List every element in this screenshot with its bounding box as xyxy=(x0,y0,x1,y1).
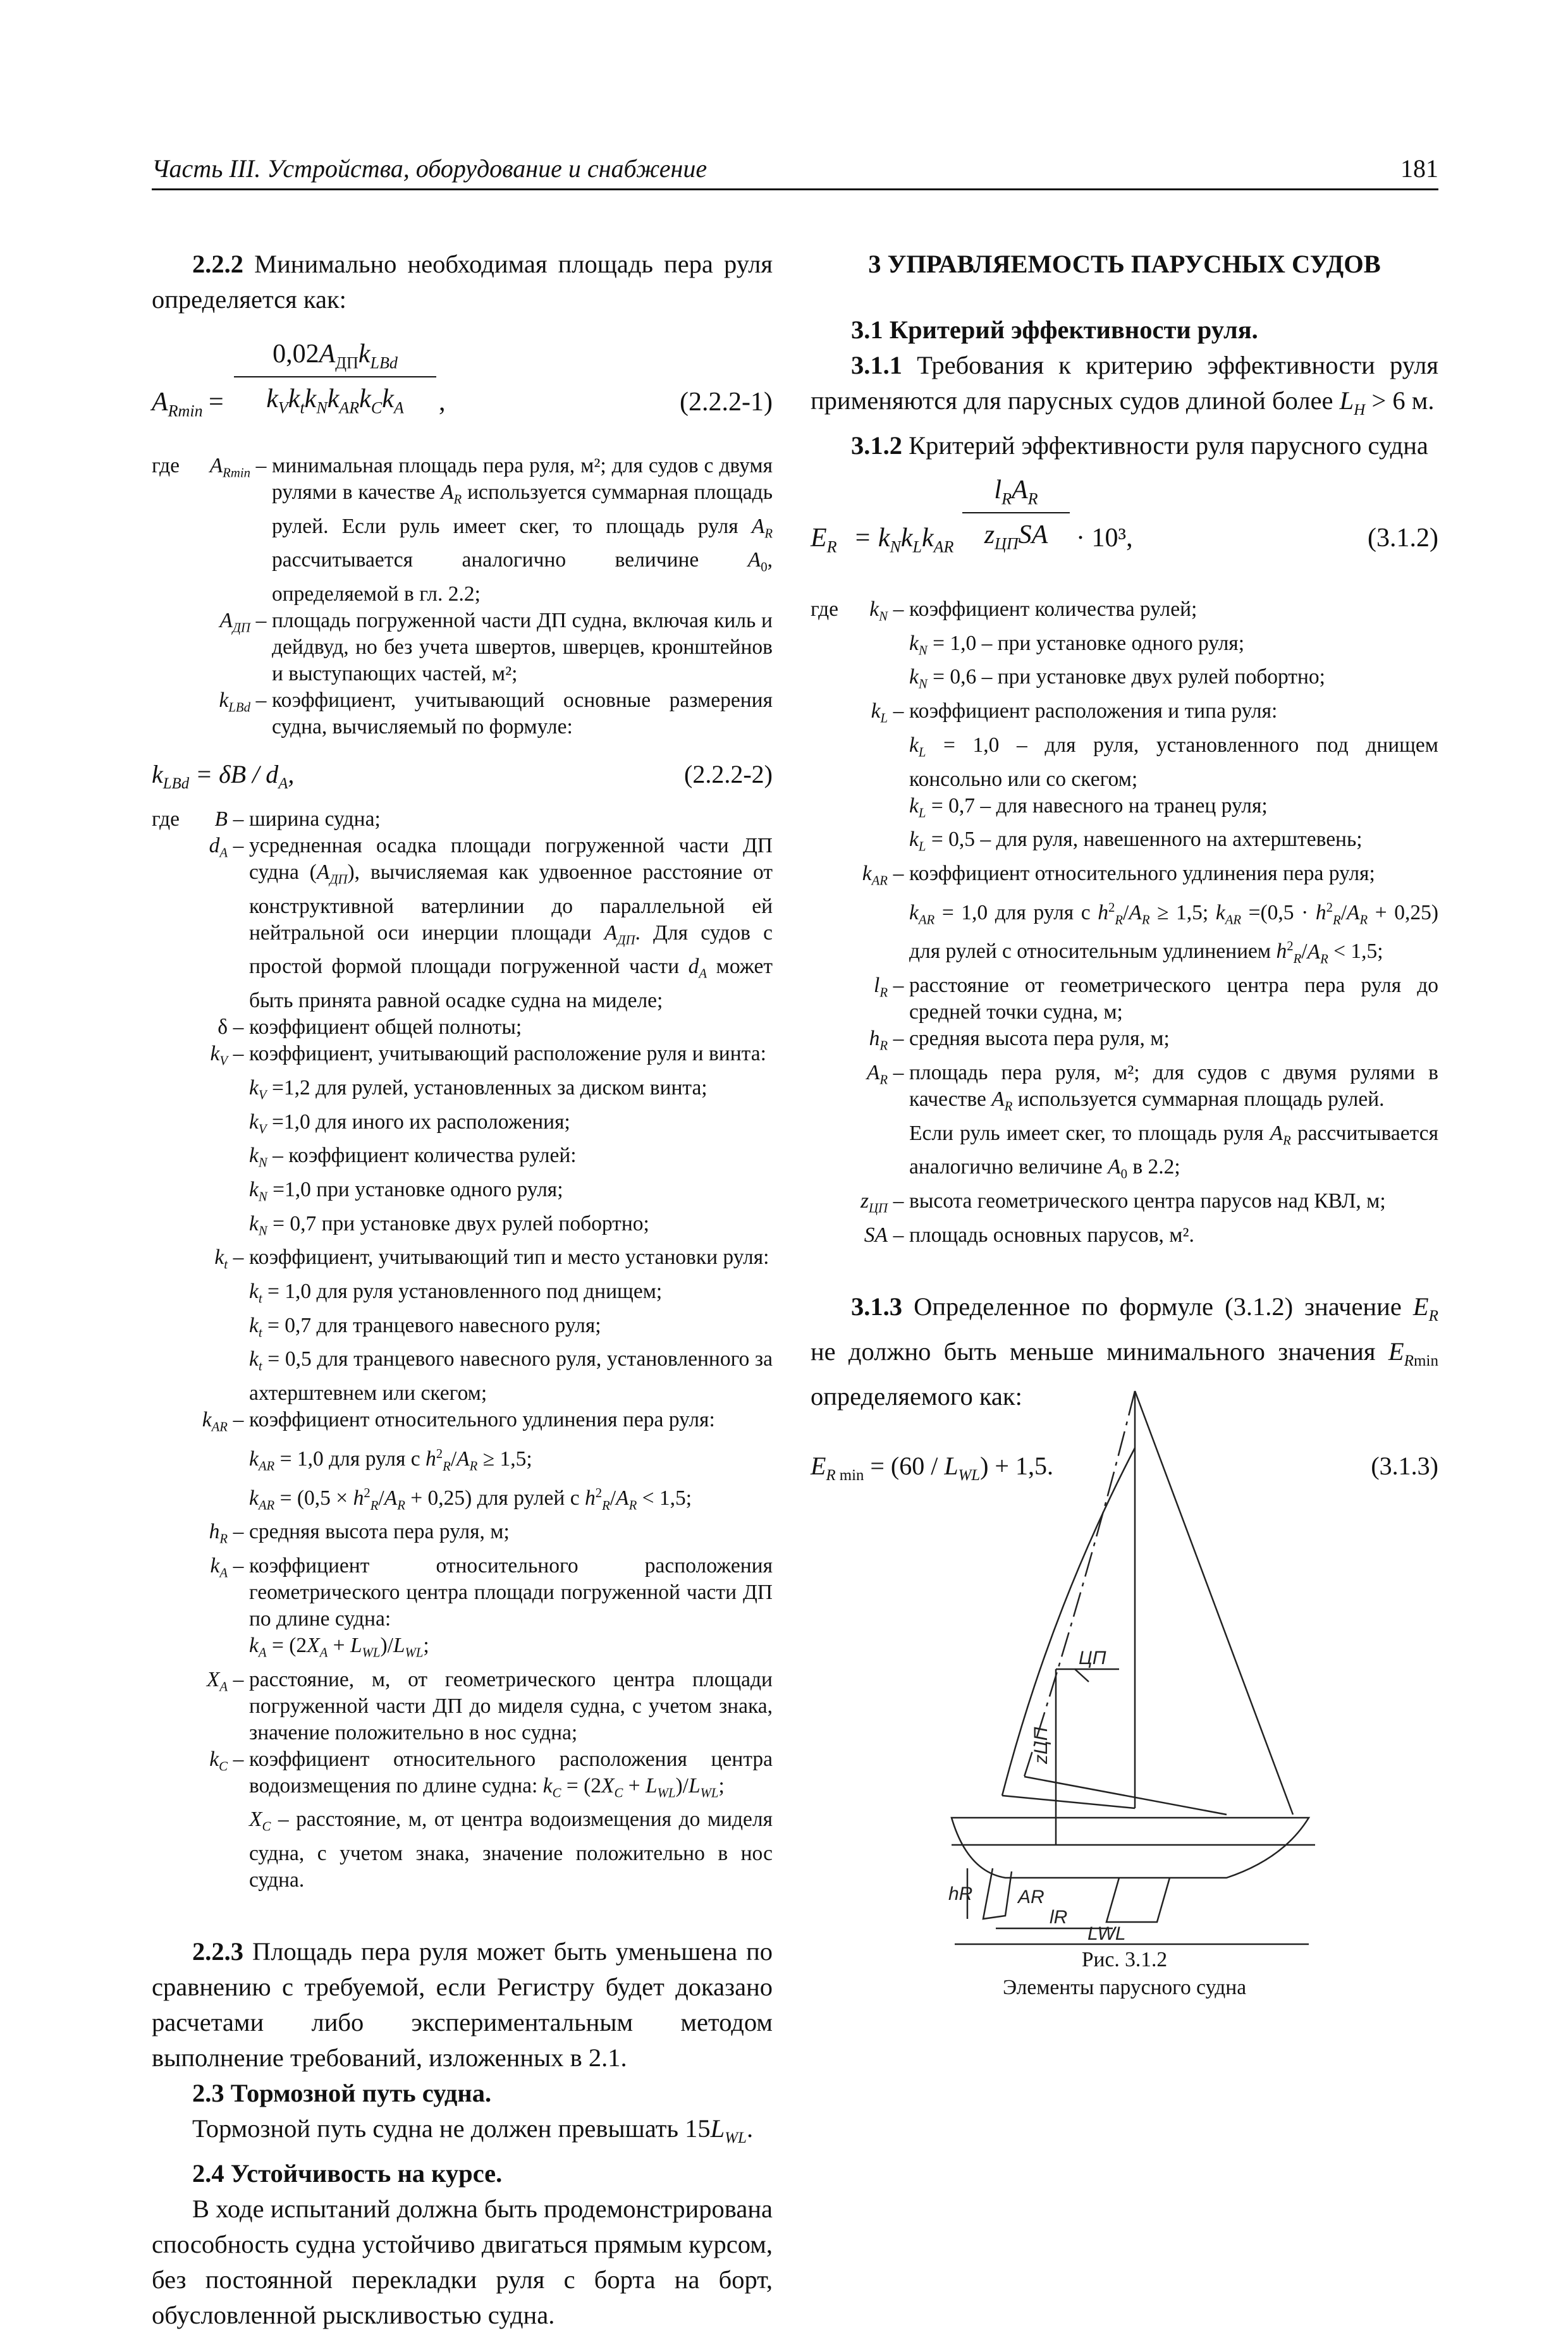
formula-number: (2.2.2-1) xyxy=(680,388,773,417)
clause-text: Площадь пера руля может быть уменьшена по сравнению с требуемой, если Регистру будет доказано расчетами либо экспериментальным методом выполнение требований, изложенных в 2.1. xyxy=(152,1937,773,2073)
label-lr: lR xyxy=(1050,1907,1068,1928)
definition-item: $k_{AR}$ – коэффициент относительного удлинения пера руля: xyxy=(202,1408,715,1435)
definition-item: $k_{LBd}$ – коэффициент, учитывающий основные размерения судна, вычисляемый по формуле: xyxy=(219,689,773,739)
fraction-numerator: $0,02A_{ДП}k_{LBd}$ xyxy=(234,339,436,377)
fraction-denominator: $k_Vk_tk_Nk_{AR}k_Ck_A$ xyxy=(266,384,404,417)
definition-item: $k_{AR} = 1,0$ для руля с $h^2_R/A_R \ge 1,5$; xyxy=(249,1446,532,1474)
definition-item: $k_C$ – коэффициент относительного расположения центра водоизмещения по длине судна: $k_C = (2X_C + L_{WL})/L_{WL}$; xyxy=(209,1747,773,1801)
heading-2-3: 2.3 Тормозной путь судна. xyxy=(192,2079,492,2108)
definition-item: где $A_{Rmin}$ – минимальная площадь пера руля, м²; для судов с двумя рулями в качестве $A_R$ используется суммарная площадь рулей. Если руль имеет скег, то площадь руля $A_R$ рассчитывается аналогично величине $A_0$, определяемой в гл. 2.2; xyxy=(152,454,773,606)
definition-item: $A_{ДП}$ – площадь погруженной части ДП судна, включая киль и дейдвуд, но без учета швертов, шверцев, кронштейнов и выступающих частей, м²; xyxy=(219,609,773,686)
definition-item: $h_R$ – средняя высота пера руля, м; xyxy=(209,1520,510,1547)
formula-coefficients: = $k_Nk_Lk_{AR}$ xyxy=(854,524,954,556)
formula-number: (3.1.3) xyxy=(1371,1451,1438,1480)
definition-item: $k_N =1,0$ при установке одного руля; xyxy=(249,1177,563,1204)
definition-item: $k_N = 0,7$ при установке двух рулей побортно; xyxy=(249,1211,649,1239)
definition-item: $k_N$ – коэффициент количества рулей: xyxy=(249,1144,577,1170)
right-column xyxy=(811,247,1438,1489)
definition-item: $k_V =1,2$ для рулей, установленных за диском винта; xyxy=(249,1075,707,1103)
section-title: 3 УПРАВЛЯЕМОСТЬ ПАРУСНЫХ СУДОВ xyxy=(868,250,1381,278)
label-z-cp: zЦП xyxy=(1031,1727,1051,1764)
fraction-numerator: $l_RA_R$ xyxy=(962,475,1070,513)
definition-item: $k_V$ – коэффициент, учитывающий расположение руля и винта: xyxy=(210,1042,766,1069)
definition-item: $X_C$ – расстояние, м, от центра водоизмещения до миделя судна, с учетом знака, значение положительно в нос судна. xyxy=(249,1808,773,1892)
definition-item: $l_R$ – расстояние от геометрического центра пера руля до средней точки судна, м; xyxy=(874,974,1438,1024)
definition-item: $k_N = 1,0$ – при установке одного руля; xyxy=(909,631,1245,658)
definitions-2 xyxy=(152,806,773,1894)
definition-item: где B – ширина судна; xyxy=(152,807,381,831)
definition-item: $k_t = 1,0$ для руля установленного под днищем; xyxy=(249,1279,663,1306)
definition-item: где $k_N$ – коэффициент количества рулей; xyxy=(811,597,1197,624)
formula-number: (2.2.2-2) xyxy=(684,760,773,789)
definition-item: $k_A = (2X_A + L_{WL})/L_{WL}$; xyxy=(249,1634,429,1660)
jib-foot xyxy=(1024,1777,1227,1815)
heading-2-4: 2.4 Устойчивость на курсе. xyxy=(192,2159,503,2188)
definition-item: $X_A$ – расстояние, м, от геометрического центра площади погруженной части ДП до миделя судна, с учетом знака, значение положительно в нос судна; xyxy=(206,1667,773,1744)
definition-item: $k_L = 0,7$ – для навесного на транец руля; xyxy=(909,793,1268,821)
clause-number: 2.2.2 xyxy=(192,250,243,278)
paragraph-2-2-2 xyxy=(152,247,773,317)
paragraph-2-3: Тормозной путь судна не должен превышать $15L_{WL}$. xyxy=(192,2114,754,2147)
definition-item: SA – площадь основных парусов, м². xyxy=(864,1223,1194,1247)
formula-comma: , xyxy=(439,388,446,417)
definition-item: $d_A$ – усредненная осадка площади погруженной части ДП судна $(A_{ДП})$, вычисляемая как удвоенное расстояние от конструктивной ватерлинии до параллельной ей нейтральной оси инерции площади $A_{ДП}$. Для судов с простой формой площади погруженной части $d_A$ может быть принята равной осадке судна на миделе; xyxy=(209,834,773,1013)
hull-outline xyxy=(952,1818,1309,1878)
left-column xyxy=(152,247,773,2333)
page-header xyxy=(152,150,1438,190)
formula-expression: $E_R$ $_{min} = (60 / L_{WL}) + 1,5$. xyxy=(811,1451,1053,1484)
jib-outline xyxy=(1024,1391,1135,1777)
definition-item: $k_L = 0,5$ – для руля, навешенного на ахтерштевень; xyxy=(909,828,1363,854)
label-cp: ЦП xyxy=(1079,1648,1106,1669)
paragraph-3-1-3: 3.1.3 Определенное по формуле (3.1.2) значение $E_R$ не должно быть меньше минимального значения $E_{Rmin}$ определяемого как: xyxy=(811,1292,1438,1411)
definition-item: $k_N = 0,6$ – при установке двух рулей побортно; xyxy=(909,665,1325,692)
label-hr: hR xyxy=(948,1883,973,1904)
definition-item: $k_L = 1,0$ – для руля, установленного под днищем консольно или со скегом; xyxy=(909,733,1438,791)
label-lwl: LWL xyxy=(1087,1923,1126,1944)
paragraph-2-4: В ходе испытаний должна быть продемонстрирована способность судна устойчиво двигаться прямым курсом, без постоянной перекладки руля с борта на борт, обусловленной рыскливостью судна. xyxy=(152,2195,773,2330)
formula-lhs: $E_R$ xyxy=(811,524,837,556)
figure-caption-number: Рис. 3.1.2 xyxy=(1081,1948,1168,1971)
cp-leader xyxy=(1056,1669,1089,1682)
paragraph-3-1-1: 3.1.1 Требования к критерию эффективности руля применяются для парусных судов длиной более $L_H > 6$ м. xyxy=(811,351,1439,419)
clause-text: Минимально необходимая площадь пера руля определяется как: xyxy=(152,250,773,314)
fraction-denominator: $z_{ЦП}SA$ xyxy=(984,520,1048,553)
keel-outline xyxy=(1106,1878,1170,1922)
formula-number: (3.1.2) xyxy=(1368,524,1438,553)
paragraph-3-1-2: 3.1.2 Критерий эффективности руля парусного судна xyxy=(851,431,1428,460)
definition-item: Если руль имеет скег, то площадь руля $A_R$ рассчитывается аналогично величине $A_0$ в 2.2; xyxy=(909,1121,1438,1182)
heading-3-1: 3.1 Критерий эффективности руля. xyxy=(851,315,1258,344)
mainsail-leech xyxy=(1002,1448,1135,1796)
definition-item: $k_V =1,0$ для иного их расположения; xyxy=(249,1110,570,1137)
formula-fraction xyxy=(234,339,436,418)
definition-item: $k_L$ – коэффициент расположения и типа руля: xyxy=(871,699,1278,726)
figure-caption-text: Элементы парусного судна xyxy=(1002,1976,1247,1999)
definition-item: $z_{ЦП}$ – высота геометрического центра парусов над КВЛ, м; xyxy=(860,1189,1386,1216)
formula-fraction xyxy=(962,475,1070,554)
equals-sign: = xyxy=(209,388,224,417)
formula-2-2-2-2 xyxy=(152,753,773,797)
definition-item: $k_{AR}$ – коэффициент относительного удлинения пера руля; xyxy=(862,861,1375,888)
definition-item: $k_t$ – коэффициент, учитывающий тип и место установки руля: xyxy=(214,1246,769,1272)
formula-2-2-2-1 xyxy=(152,339,773,453)
definitions-1 xyxy=(152,453,773,740)
definitions-3 xyxy=(811,596,1438,1249)
formula-tail: · 10³, xyxy=(1076,524,1133,553)
clause-number: 2.2.3 xyxy=(192,1937,243,1966)
formula-expression: $k_{LBd} = \delta B / d_A$, xyxy=(152,760,295,793)
definition-item: $A_R$ – площадь пера руля, м²; для судов с двумя рулями в качестве $A_R$ используется суммарная площадь рулей. xyxy=(866,1060,1438,1114)
definition-item: $k_t = 0,5$ для транцевого навесного руля, установленного за ахтерштевнем или скегом; xyxy=(249,1347,773,1405)
definition-item: δ – коэффициент общей полноты; xyxy=(217,1015,522,1039)
formula-3-1-2 xyxy=(811,475,1438,589)
forestay-line xyxy=(1135,1391,1293,1815)
yacht-elements-figure xyxy=(929,1372,1334,1944)
definition-item: $k_t = 0,7$ для транцевого навесного руля; xyxy=(249,1313,601,1340)
label-ar: AR xyxy=(1018,1887,1044,1907)
definition-item: $k_{AR} = 1,0$ для руля с $h^2_R/A_R \ge 1,5$; $k_{AR} =(0,5 \cdot h^2_R/A_R + 0,25)$ для рулей с относительным удлинением $h^2_R/A_R < 1,5$; xyxy=(909,900,1438,967)
page-number: 181 xyxy=(1400,154,1438,183)
boom-line xyxy=(1002,1796,1135,1808)
formula-lhs: $A_{Rmin}$ xyxy=(152,388,203,420)
definition-item: $k_{AR} = (0,5 \times h^2_R/A_R + 0,25)$ для рулей с $h^2_R/A_R < 1,5$; xyxy=(249,1485,692,1513)
paragraph-2-2-3 xyxy=(152,1934,773,2076)
running-title: Часть III. Устройства, оборудование и снабжение xyxy=(152,154,707,183)
definition-item: $h_R$ – средняя высота пера руля, м; xyxy=(869,1027,1170,1053)
definition-item: $k_A$ – коэффициент относительного расположения геометрического центра площади погруженной части ДП по длине судна: xyxy=(210,1554,773,1631)
